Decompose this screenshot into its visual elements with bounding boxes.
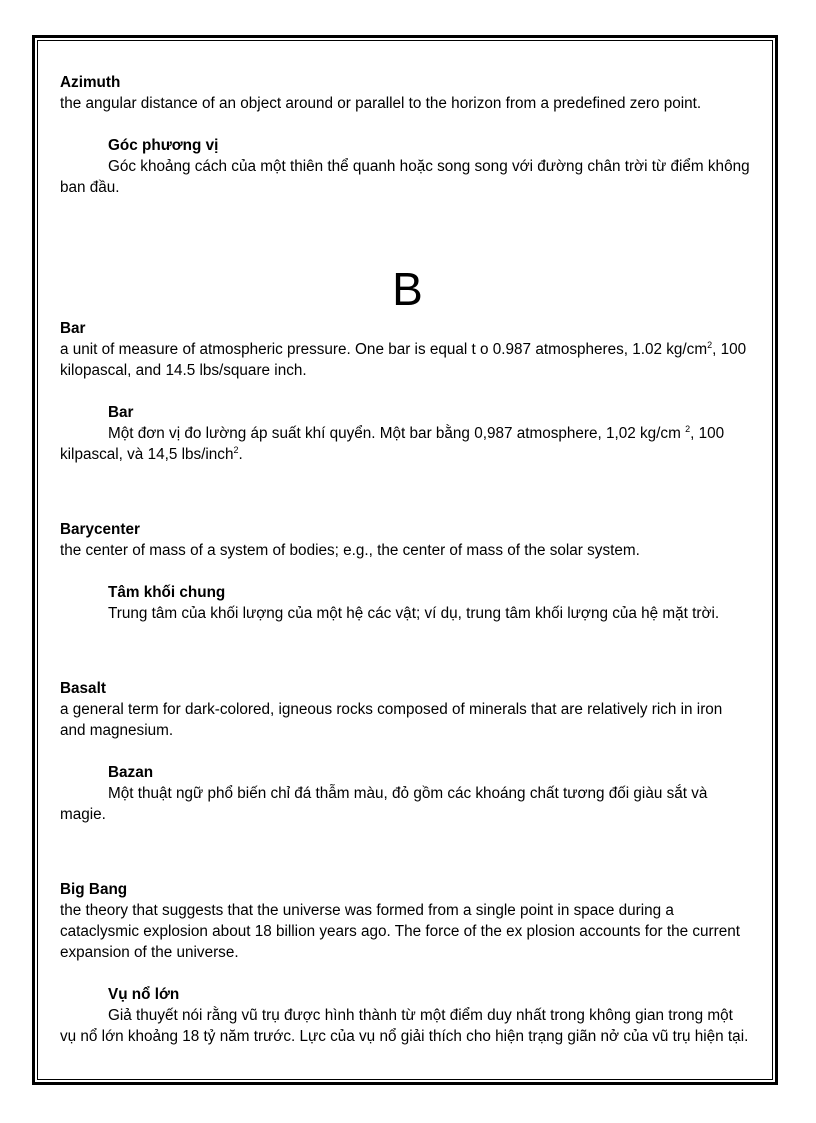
vietnamese-definition: [60, 423, 750, 465]
entry-spacer: [60, 825, 750, 879]
english-entry: [60, 519, 750, 561]
superscript: 2: [685, 423, 691, 434]
glossary-entry-bar: [60, 318, 750, 465]
vietnamese-term: Vụ nổ lớn: [108, 986, 180, 1003]
english-definition: [60, 339, 750, 381]
superscript: 2: [707, 339, 713, 350]
superscript: 2: [233, 444, 239, 455]
vietnamese-entry: [60, 984, 750, 1047]
definition-text: , 100 kilpascal, và 14,5 lbs/inch: [60, 425, 725, 463]
english-term: Azimuth: [60, 74, 121, 91]
english-term: Big Bang: [60, 881, 128, 898]
vietnamese-term: Bar: [108, 404, 134, 421]
definition-text: a unit of measure of atmospheric pressure. One bar is equal t o 0.987 atmospheres, 1.02 kg/cm: [60, 341, 708, 358]
vietnamese-definition: Góc khoảng cách của một thiên thể quanh hoặc song song với đường chân trời từ điểm không ban đầu.: [60, 158, 750, 196]
english-definition: a general term for dark-colored, igneous rocks composed of minerals that are relatively rich in iron and magnesium.: [60, 701, 723, 739]
vietnamese-definition: Giả thuyết nói rằng vũ trụ được hình thành từ một điểm duy nhất trong không gian trong một vụ nổ lớn khoảng 18 tỷ năm trước. Lực của vụ nổ giải thích cho hiện trạng giãn nở của vũ trụ hiện tại.: [60, 1007, 749, 1045]
vietnamese-entry: [60, 582, 750, 624]
english-definition: the center of mass of a system of bodies; e.g., the center of mass of the solar system.: [60, 542, 640, 559]
glossary-entry-basalt: [60, 678, 750, 825]
english-entry: [60, 318, 750, 381]
glossary-entry-big-bang: [60, 879, 750, 1047]
vietnamese-entry: [60, 135, 750, 198]
definition-text: , 100 kilopascal, and 14.5 lbs/square inch.: [60, 341, 747, 379]
vietnamese-entry: [60, 762, 750, 825]
entry-spacer: [60, 624, 750, 678]
english-definition: the theory that suggests that the universe was formed from a single point in space during a cataclysmic explosion about 18 billion years ago. The force of the ex plosion accounts for the current expansion of the universe.: [60, 902, 740, 961]
english-term: Bar: [60, 320, 86, 337]
vietnamese-entry: [60, 402, 750, 465]
entry-spacer: [60, 465, 750, 519]
definition-text: .: [238, 446, 243, 463]
glossary-content: [60, 72, 750, 1047]
english-definition: the angular distance of an object around or parallel to the horizon from a predefined zero point.: [60, 95, 702, 112]
english-entry: [60, 678, 750, 741]
glossary-entry-azimuth: [60, 72, 750, 198]
english-term: Basalt: [60, 680, 106, 697]
vietnamese-term: Góc phương vị: [108, 137, 219, 154]
english-entry: [60, 879, 750, 963]
definition-text: Một đơn vị đo lường áp suất khí quyển. Một bar bằng 0,987 atmosphere, 1,02 kg/cm: [108, 425, 681, 442]
vietnamese-definition: Một thuật ngữ phổ biến chỉ đá thẫm màu, đỏ gồm các khoáng chất tương đối giàu sắt và magie.: [60, 785, 708, 823]
vietnamese-term: Tâm khối chung: [108, 584, 226, 601]
glossary-entry-barycenter: [60, 519, 750, 624]
section-letter-heading: B: [392, 263, 423, 315]
english-term: Barycenter: [60, 521, 140, 538]
vietnamese-definition: Trung tâm của khối lượng của một hệ các vật; ví dụ, trung tâm khối lượng của hệ mặt trời.: [108, 605, 720, 622]
english-entry: [60, 72, 750, 114]
vietnamese-term: Bazan: [108, 764, 154, 781]
